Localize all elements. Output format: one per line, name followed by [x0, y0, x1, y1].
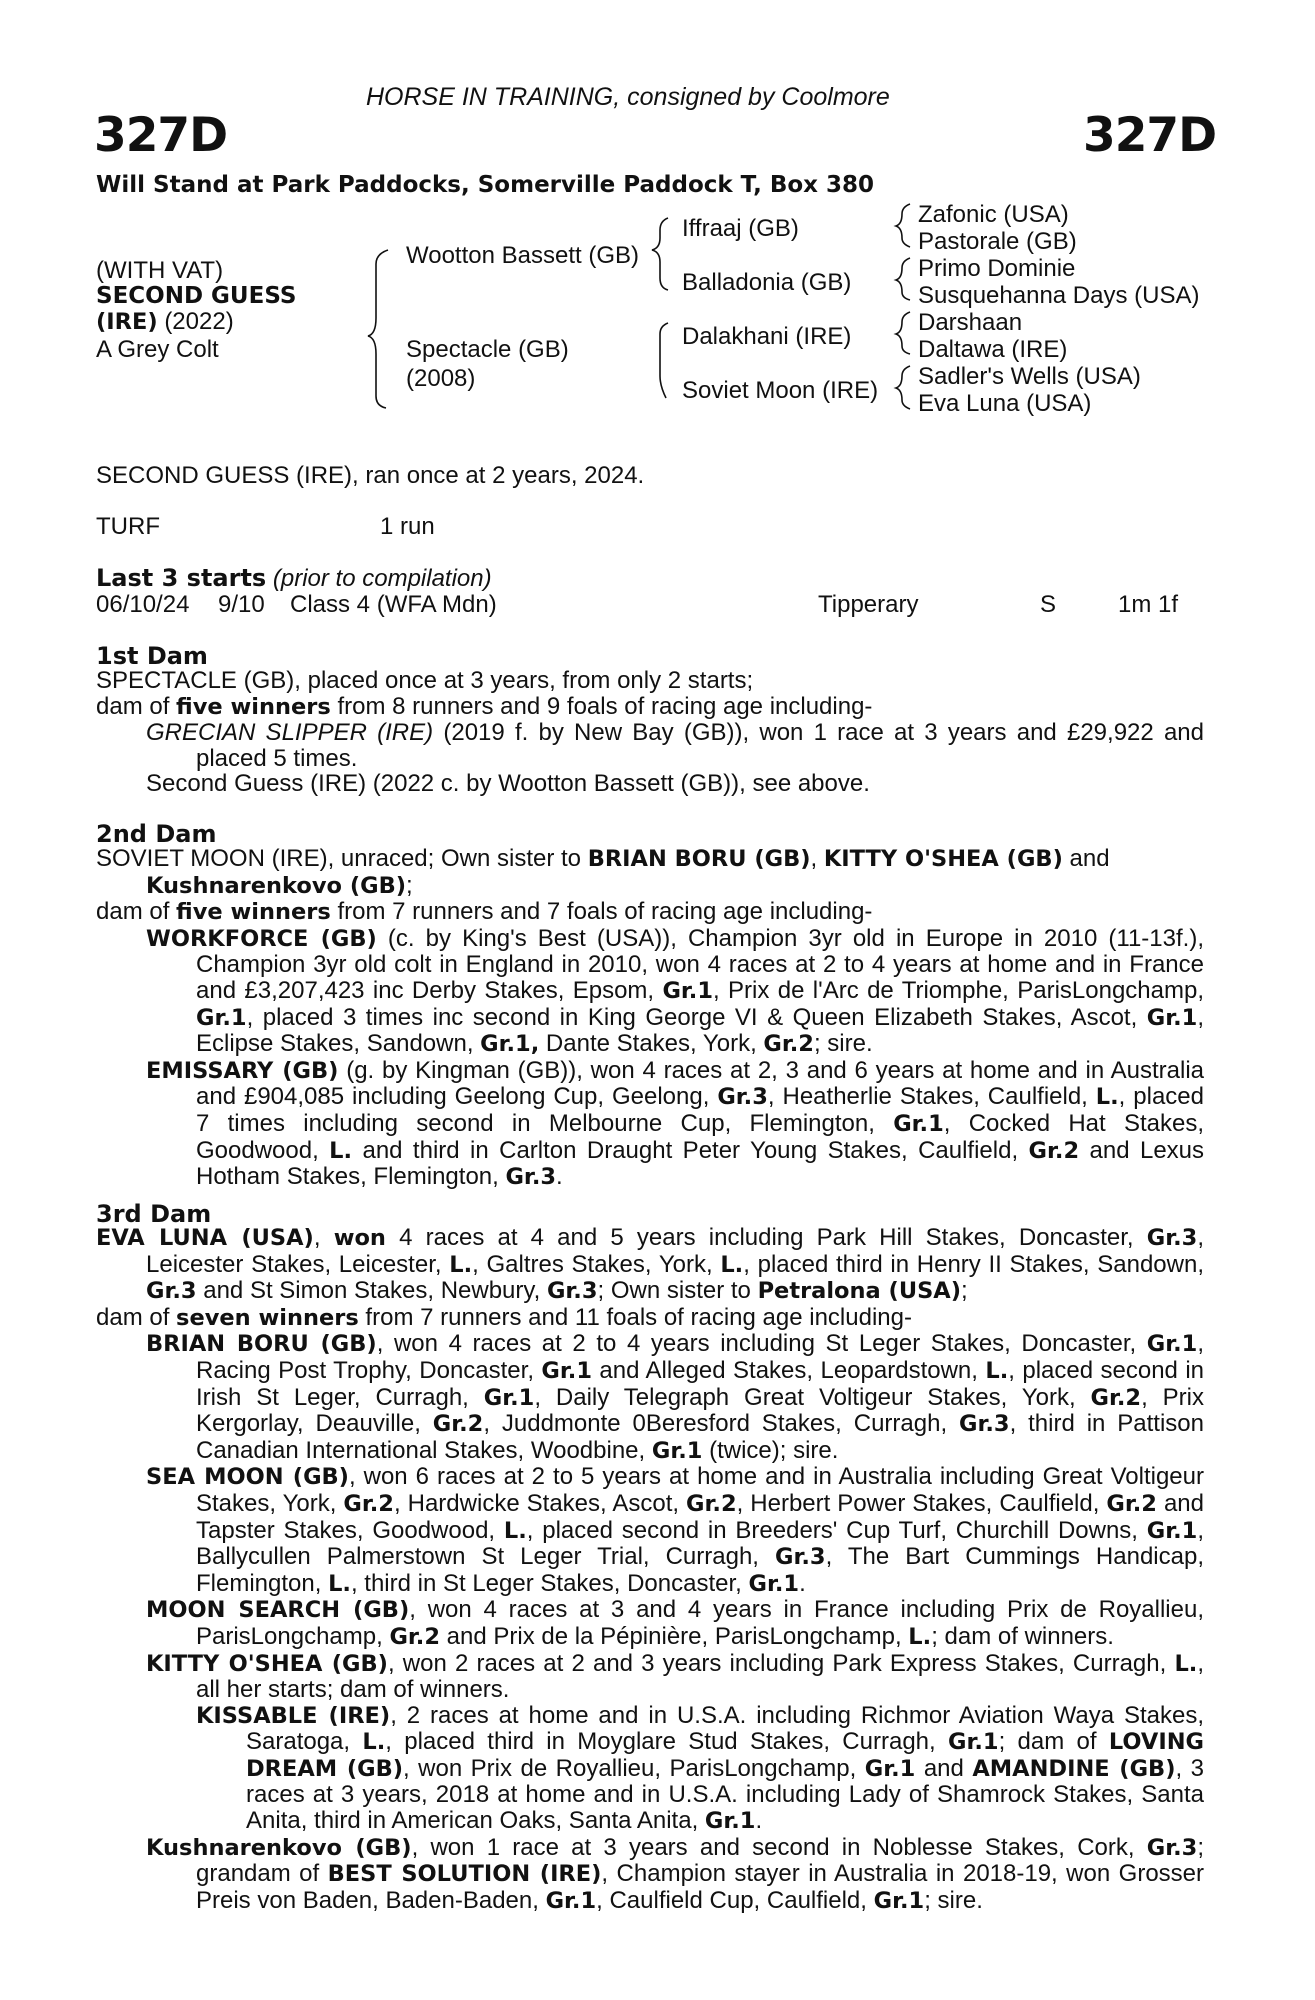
start-distance: 1m 1f: [1118, 591, 1179, 618]
record-runs: 1 run: [380, 513, 435, 540]
first-dam-line: SPECTACLE (GB), placed once at 3 years, from only 2 starts;: [96, 667, 754, 694]
start-course: Tipperary: [818, 591, 919, 618]
ancestor-6: Daltawa (IRE): [918, 336, 1068, 363]
ancestor-1: Zafonic (USA): [918, 201, 1069, 228]
third-dam-produce: dam of seven winners from 7 runners and 11 foals of racing age including-: [96, 1303, 912, 1331]
produce-kitty-oshea: KITTY O'SHEA (GB), won 2 races at 2 and 3 years including Park Express Stakes, Curragh, L., all her starts; dam of winners.: [146, 1649, 1204, 1704]
start-position: 9/10: [218, 591, 265, 618]
start-race: Class 4 (WFA Mdn): [290, 591, 497, 618]
horse-description: A Grey Colt: [96, 336, 219, 363]
lot-number-left: 327D: [94, 108, 228, 163]
produce-moon-search: MOON SEARCH (GB), won 4 races at 3 and 4 years in France including Prix de Royallieu, ParisLongchamp, Gr.2 and Prix de la Pépinière, ParisLongchamp, L.; dam of winners.: [146, 1596, 1205, 1650]
consignment-title: HORSE IN TRAINING, consigned by Coolmore: [366, 83, 890, 111]
first-dam-heading: 1st Dam: [96, 642, 208, 670]
ancestor-2: Pastorale (GB): [918, 228, 1077, 255]
ancestor-4: Susquehanna Days (USA): [918, 282, 1200, 309]
second-dam-heading: 2nd Dam: [96, 820, 217, 848]
dam-year: (2008): [406, 365, 476, 392]
produce-emissary: EMISSARY (GB) (g. by Kingman (GB)), won 4 races at 2, 3 and 6 years at home and in Australia and £904,085 including Geelong Cup, Geelong, Gr.3, Heatherlie Stakes, Caulfield, L., placed 7 times including second in Melbourne Cup, Flemington, Gr.1, Cocked Hat Stakes, Goodwood, L. and third in Carlton Draught Peter Young Stakes, Caulfield, Gr.2 and Lexus Hotham Stakes, Flemington, Gr.3.: [146, 1056, 1205, 1191]
horse-name: SECOND GUESS: [96, 283, 297, 309]
start-going: S: [1040, 591, 1057, 618]
produce-kushnarenkovo: Kushnarenkovo (GB), won 1 race at 3 years and second in Noblesse Stakes, Cork, Gr.3; grandam of BEST SOLUTION (IRE), Champion stayer in Australia in 2018-19, won Grosser Preis von Baden, Baden-Baden, Gr.1, Caulfield Cup, Caulfield, Gr.1; sire.: [146, 1833, 1205, 1914]
last-starts-heading: Last 3 starts (prior to compilation): [96, 564, 492, 592]
first-dam-text: [96, 668, 1204, 797]
lot-number-right: 327D: [1083, 108, 1217, 163]
second-dam-line: SOVIET MOON (IRE), unraced; Own sister to BRIAN BORU (GB), KITTY O'SHEA (GB) and Kushnarenkovo (GB);: [96, 845, 1110, 899]
sire-dam: Balladonia (GB): [682, 269, 852, 296]
second-dam-text: [96, 846, 1204, 1191]
record-surface: TURF: [96, 513, 160, 540]
dam-dam: Soviet Moon (IRE): [682, 377, 879, 404]
third-dam-text: [96, 1225, 1204, 1914]
sire: Wootton Bassett (GB): [406, 242, 639, 269]
ancestor-5: Darshaan: [918, 309, 1023, 336]
dam: Spectacle (GB): [406, 336, 569, 363]
ancestor-7: Sadler's Wells (USA): [918, 363, 1141, 390]
produce-grecian-slipper: GRECIAN SLIPPER (IRE) (2019 f. by New Bay (GB)), won 1 race at 3 years and £29,922 and placed 5 times.: [146, 719, 1204, 772]
dam-sire: Dalakhani (IRE): [682, 323, 852, 350]
stable-location: Will Stand at Park Paddocks, Somerville Paddock T, Box 380: [96, 172, 875, 198]
produce-sea-moon: SEA MOON (GB), won 6 races at 2 to 5 years at home and in Australia including Great Voltigeur Stakes, York, Gr.2, Hardwicke Stakes, Ascot, Gr.2, Herbert Power Stakes, Caulfield, Gr.2 and Tapster Stakes, Goodwood, L., placed second in Breeders' Cup Turf, Churchill Downs, Gr.1, Ballycullen Palmerstown St Leger Trial, Curragh, Gr.3, The Bart Cummings Handicap, Flemington, L., third in St Leger Stakes, Doncaster, Gr.1.: [146, 1463, 1205, 1597]
sire-sire: Iffraaj (GB): [682, 215, 799, 242]
produce-brian-boru: BRIAN BORU (GB), won 4 races at 2 to 4 years including St Leger Stakes, Doncaster, Gr.1, Racing Post Trophy, Doncaster, Gr.1 and Alleged Stakes, Leopardstown, L., placed second in Irish St Leger, Curragh, Gr.1, Daily Telegraph Great Voltigeur Stakes, York, Gr.2, Prix Kergorlay, Deauville, Gr.2, Juddmonte 0Beresford Stakes, Curragh, Gr.3, third in Pattison Canadian International Stakes, Woodbine, Gr.1 (twice); sire.: [146, 1330, 1205, 1464]
vat-note: (WITH VAT): [96, 257, 224, 284]
third-dam-line: EVA LUNA (USA), won 4 races at 4 and 5 years including Park Hill Stakes, Doncaster, Gr.3, Leicester Stakes, Leicester, L., Galtres Stakes, York, L., placed third in Henry II Stakes, Sandown, Gr.3 and St Simon Stakes, Newbury, Gr.3; Own sister to Petralona (USA);: [96, 1224, 1204, 1305]
produce-kissable: KISSABLE (IRE), 2 races at home and in U.S.A. including Richmor Aviation Waya Stakes, Saratoga, L., placed third in Moyglare Stud Stakes, Curragh, Gr.1; dam of LOVING DREAM (GB), won Prix de Royallieu, ParisLongchamp, Gr.1 and AMANDINE (GB), 3 races at 3 years, 2018 at home and in U.S.A. including Lady of Shamrock Stakes, Santa Anita, third in American Oaks, Santa Anita, Gr.1.: [196, 1701, 1205, 1835]
third-dam-heading: 3rd Dam: [96, 1200, 212, 1228]
horse-name-suffix: (IRE) (2022): [96, 308, 234, 335]
produce-workforce: WORKFORCE (GB) (c. by King's Best (USA)), Champion 3yr old in Europe in 2010 (11-13f.), Champion 3yr old colt in England in 2010, won 4 races at 2 to 4 years at home and in France and £3,207,423 inc Derby Stakes, Epsom, Gr.1, Prix de l'Arc de Triomphe, ParisLongchamp, Gr.1, placed 3 times inc second in King George VI & Queen Elizabeth Stakes, Ascot, Gr.1, Eclipse Stakes, Sandown, Gr.1, Dante Stakes, York, Gr.2; sire.: [146, 924, 1204, 1058]
start-date: 06/10/24: [96, 591, 190, 618]
produce-second-guess: Second Guess (IRE) (2022 c. by Wootton Bassett (GB)), see above.: [146, 770, 870, 798]
first-dam-produce: dam of five winners from 8 runners and 9 foals of racing age including-: [96, 692, 873, 720]
pedigree-brackets: [0, 0, 1315, 420]
ancestor-8: Eva Luna (USA): [918, 390, 1092, 417]
ancestor-3: Primo Dominie: [918, 255, 1076, 282]
race-summary: SECOND GUESS (IRE), ran once at 2 years, 2024.: [96, 462, 645, 489]
second-dam-produce: dam of five winners from 7 runners and 7 foals of racing age including-: [96, 898, 873, 926]
